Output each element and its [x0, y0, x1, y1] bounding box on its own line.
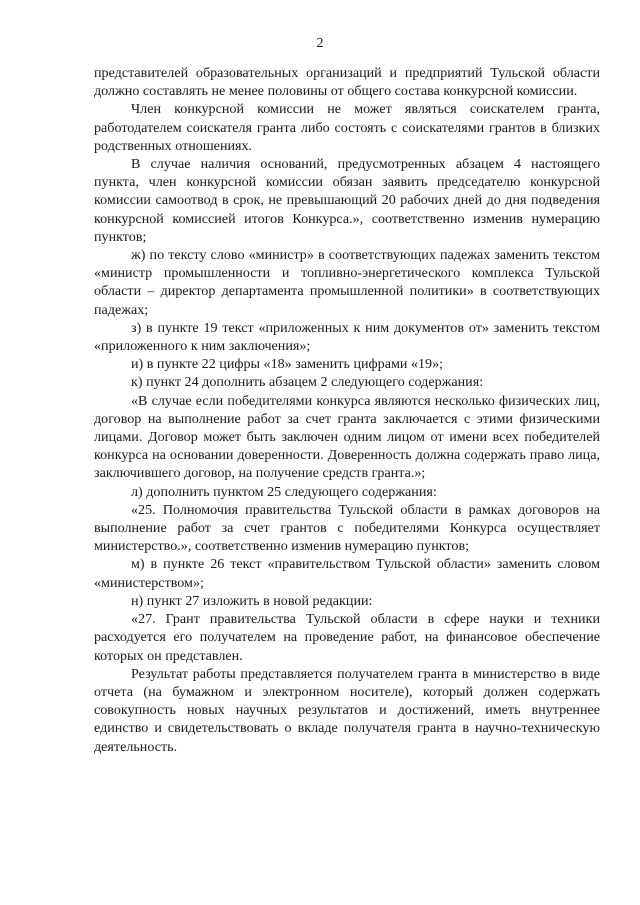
paragraph-item-z: з) в пункте 19 текст «приложенных к ним документов от» заменить текстом «приложенного к ним заключения»; [94, 319, 600, 355]
paragraph-item-k: к) пункт 24 дополнить абзацем 2 следующего содержания: [131, 374, 484, 391]
paragraph-item-i: и) в пункте 22 цифры «18» заменить цифрами «19»; [131, 356, 444, 373]
paragraph-item-n: н) пункт 27 изложить в новой редакции: [131, 592, 373, 609]
paragraph-quote-winners: «В случае если победителями конкурса являются несколько физических лиц, договор на выполнение работ за счет гранта заключается с этими физическими лицами. Договор может быть заключен одним лицом от имени всех победителей конкурса на основании доверенности. Доверенность должна содержать право лица, заключившего договор, на получение средств гранта.»; [94, 392, 600, 482]
paragraph-member-restriction: Член конкурсной комиссии не может являться соискателем гранта, работодателем соискателя гранта либо состоять с соискателями грантов в близких родственных отношениях. [94, 101, 600, 154]
paragraph-result-report: Результат работы представляется получателем гранта в министерство в виде отчета (на бумажном и электронном носителе), который должен содержать совокупность новых научных результатов и достижений, иметь внутреннее единство и свидетельствовать о вкладе получателя гранта в научно-техническую деятельность. [94, 665, 600, 755]
page-number: 2 [316, 36, 324, 51]
paragraph-commission-composition: представителей образовательных организаций и предприятий Тульской области должно составлять не менее половины от общего состава конкурсной комиссии. [94, 65, 600, 100]
paragraph-quote-27: «27. Грант правительства Тульской области в сфере науки и техники расходуется его получателем на проведение работ, на финансовое обеспечение которых он представлен. [94, 611, 600, 664]
paragraph-self-recusal: В случае наличия оснований, предусмотренных абзацем 4 настоящего пункта, член конкурсной комиссии обязан заявить председателю конкурсной комиссии самоотвод в срок, не превышающий 20 рабочих дней до дня подведения конкурсной комиссией итогов Конкурса.», соответственно изменив нумерацию пунктов; [94, 156, 600, 245]
paragraph-quote-25: «25. Полномочия правительства Тульской области в рамках договоров на выполнение работ за счет грантов с победителями Конкурса осуществляет министерство.», соответственно изменив нумерацию пунктов; [94, 501, 600, 555]
paragraph-item-zh: ж) по тексту слово «министр» в соответствующих падежах заменить текстом «министр промышленности и топливно-энергетического комплекса Тульской области – директор департамента промышленной политики» в соответствующих падежах; [94, 247, 600, 318]
document-body [94, 64, 600, 756]
paragraph-item-m: м) в пункте 26 текст «правительством Тульской области» заменить словом «министерством»; [94, 556, 600, 591]
paragraph-item-l: л) дополнить пунктом 25 следующего содержания: [131, 483, 437, 500]
